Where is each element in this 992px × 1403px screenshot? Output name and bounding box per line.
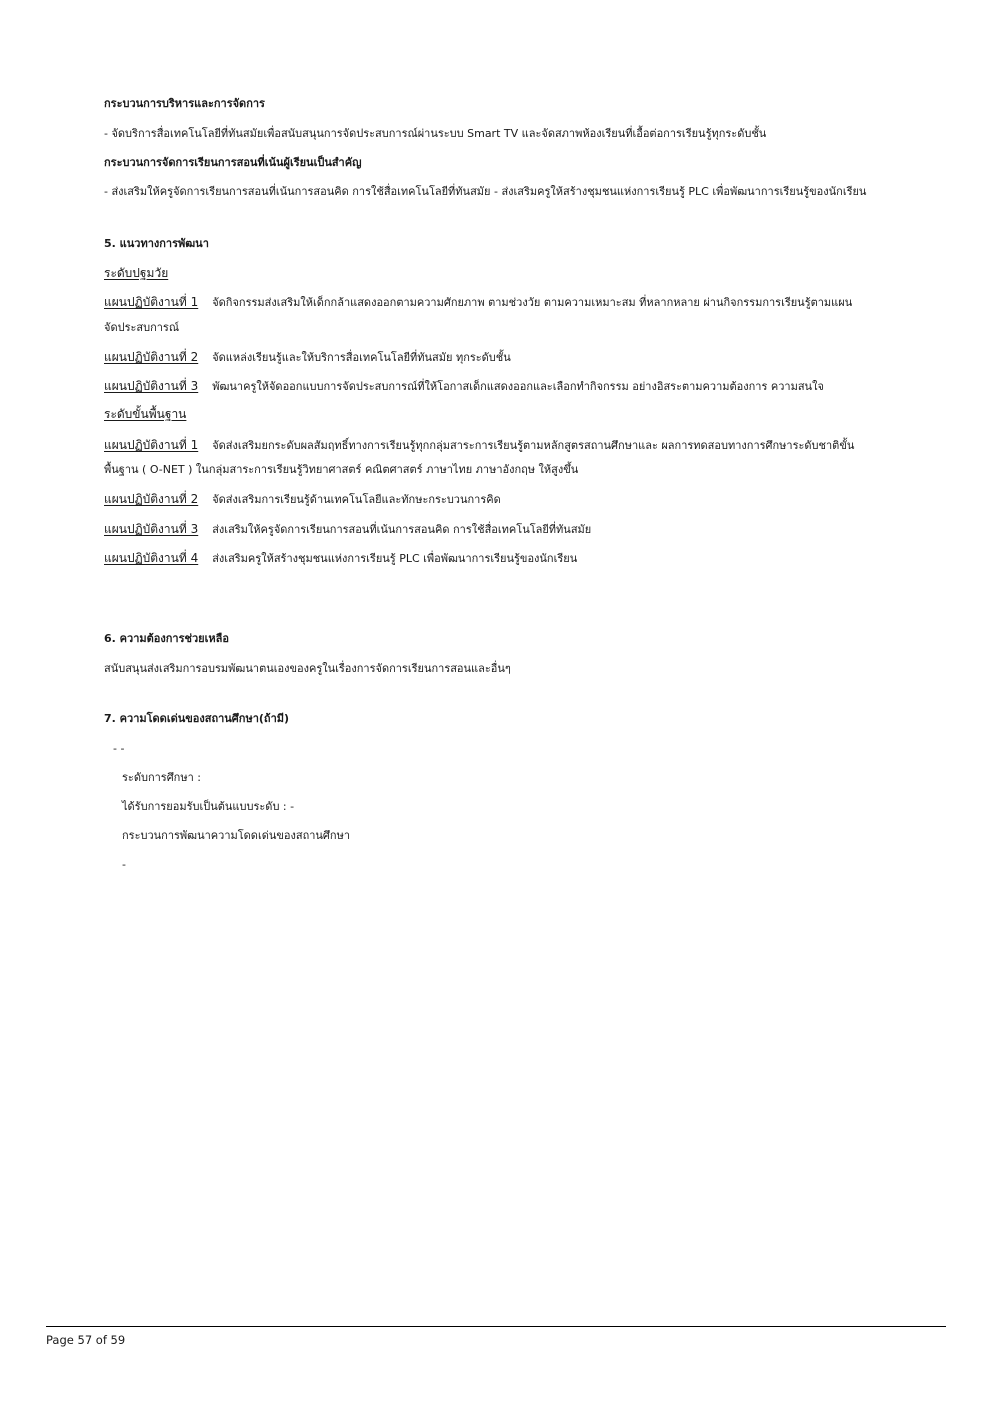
early-plan-2 bbox=[104, 349, 511, 366]
teaching-heading: กระบวนการจัดการเรียนการสอนที่เน้นผู้เรียนเป็นสำคัญ bbox=[104, 156, 362, 169]
development-heading: 5. แนวทางการพัฒนา bbox=[104, 237, 209, 250]
plan-text: จัดแหล่งเรียนรู้และให้บริการสื่อเทคโนโลยีที่ทันสมัย ทุกระดับชั้น bbox=[212, 351, 511, 364]
excellence-process-value: - bbox=[122, 858, 126, 871]
assistance-heading: 6. ความต้องการช่วยเหลือ bbox=[104, 632, 229, 645]
recognition-level: ได้รับการยอมรับเป็นต้นแบบระดับ : - bbox=[122, 800, 295, 813]
plan-label: แผนปฏิบัติงานที่ 4 bbox=[104, 551, 199, 565]
basic-plan-1-continuation: พื้นฐาน ( O-NET ) ในกลุ่มสาระการเรียนรู้วิทยาศาสตร์ คณิตศาสตร์ ภาษาไทย ภาษาอังกฤษ ให้สูงขึ้น bbox=[104, 463, 579, 476]
plan-label: แผนปฏิบัติงานที่ 1 bbox=[104, 438, 199, 452]
plan-label: แผนปฏิบัติงานที่ 2 bbox=[104, 492, 199, 506]
plan-label: แผนปฏิบัติงานที่ 3 bbox=[104, 522, 199, 536]
plan-text: จัดกิจกรรมส่งเสริมให้เด็กกล้าแสดงออกตามความศักยภาพ ตามช่วงวัย ตามความเหมาะสม ที่หลากหลาย ผ่านกิจกรรมการเรียนรู้ตามแผน bbox=[212, 296, 853, 309]
basic-level-label: ระดับขั้นพื้นฐาน bbox=[104, 407, 187, 421]
page-number: Page 57 of 59 bbox=[46, 1333, 126, 1347]
education-level: ระดับการศึกษา : bbox=[122, 771, 201, 784]
basic-plan-3 bbox=[104, 521, 591, 538]
plan-label: แผนปฏิบัติงานที่ 1 bbox=[104, 295, 199, 309]
early-plan-1-continuation: จัดประสบการณ์ bbox=[104, 321, 180, 334]
early-plan-3 bbox=[104, 378, 824, 395]
early-plan-1 bbox=[104, 294, 852, 311]
excellence-dash: - - bbox=[113, 742, 125, 755]
basic-plan-2 bbox=[104, 491, 501, 508]
footer-divider bbox=[46, 1326, 946, 1327]
plan-label: แผนปฏิบัติงานที่ 3 bbox=[104, 379, 199, 393]
admin-heading: กระบวนการบริหารและการจัดการ bbox=[104, 97, 265, 110]
assistance-text: สนับสนุนส่งเสริมการอบรมพัฒนาตนเองของครูในเรื่องการจัดการเรียนการสอนและอื่นๆ bbox=[104, 662, 511, 675]
plan-text: จัดส่งเสริมยกระดับผลสัมฤทธิ์ทางการเรียนรู้ทุกกลุ่มสาระการเรียนรู้ตามหลักสูตรสถานศึกษาและ ผลการทดสอบทางการศึกษาระดับชาติขั้น bbox=[212, 439, 855, 452]
excellence-process: กระบวนการพัฒนาความโดดเด่นของสถานศึกษา bbox=[122, 829, 351, 842]
admin-item: - จัดบริการสื่อเทคโนโลยีที่ทันสมัยเพื่อสนับสนุนการจัดประสบการณ์ผ่านระบบ Smart TV และจัดสภาพห้องเรียนที่เอื้อต่อการเรียนรู้ทุกระดับชั้น bbox=[104, 127, 767, 140]
plan-text: พัฒนาครูให้จัดออกแบบการจัดประสบการณ์ที่ให้โอกาสเด็กแสดงออกและเลือกทำกิจกรรม อย่างอิสระตามความต้องการ ความสนใจ bbox=[212, 380, 824, 393]
basic-plan-1 bbox=[104, 437, 854, 454]
plan-text: ส่งเสริมครูให้สร้างชุมชนแห่งการเรียนรู้ PLC เพื่อพัฒนาการเรียนรู้ของนักเรียน bbox=[212, 552, 578, 565]
teaching-item: - ส่งเสริมให้ครูจัดการเรียนการสอนที่เน้นการสอนคิด การใช้สื่อเทคโนโลยีที่ทันสมัย - ส่งเสริมครูให้สร้างชุมชนแห่งการเรียนรู้ PLC เพื่อพัฒนาการเรียนรู้ของนักเรียน bbox=[104, 185, 867, 198]
plan-label: แผนปฏิบัติงานที่ 2 bbox=[104, 350, 199, 364]
plan-text: ส่งเสริมให้ครูจัดการเรียนการสอนที่เน้นการสอนคิด การใช้สื่อเทคโนโลยีที่ทันสมัย bbox=[212, 523, 592, 536]
plan-text: จัดส่งเสริมการเรียนรู้ด้านเทคโนโลยีและทักษะกระบวนการคิด bbox=[212, 493, 501, 506]
early-childhood-label: ระดับปฐมวัย bbox=[104, 266, 169, 280]
excellence-heading: 7. ความโดดเด่นของสถานศึกษา(ถ้ามี) bbox=[104, 712, 290, 725]
basic-plan-4 bbox=[104, 550, 577, 567]
